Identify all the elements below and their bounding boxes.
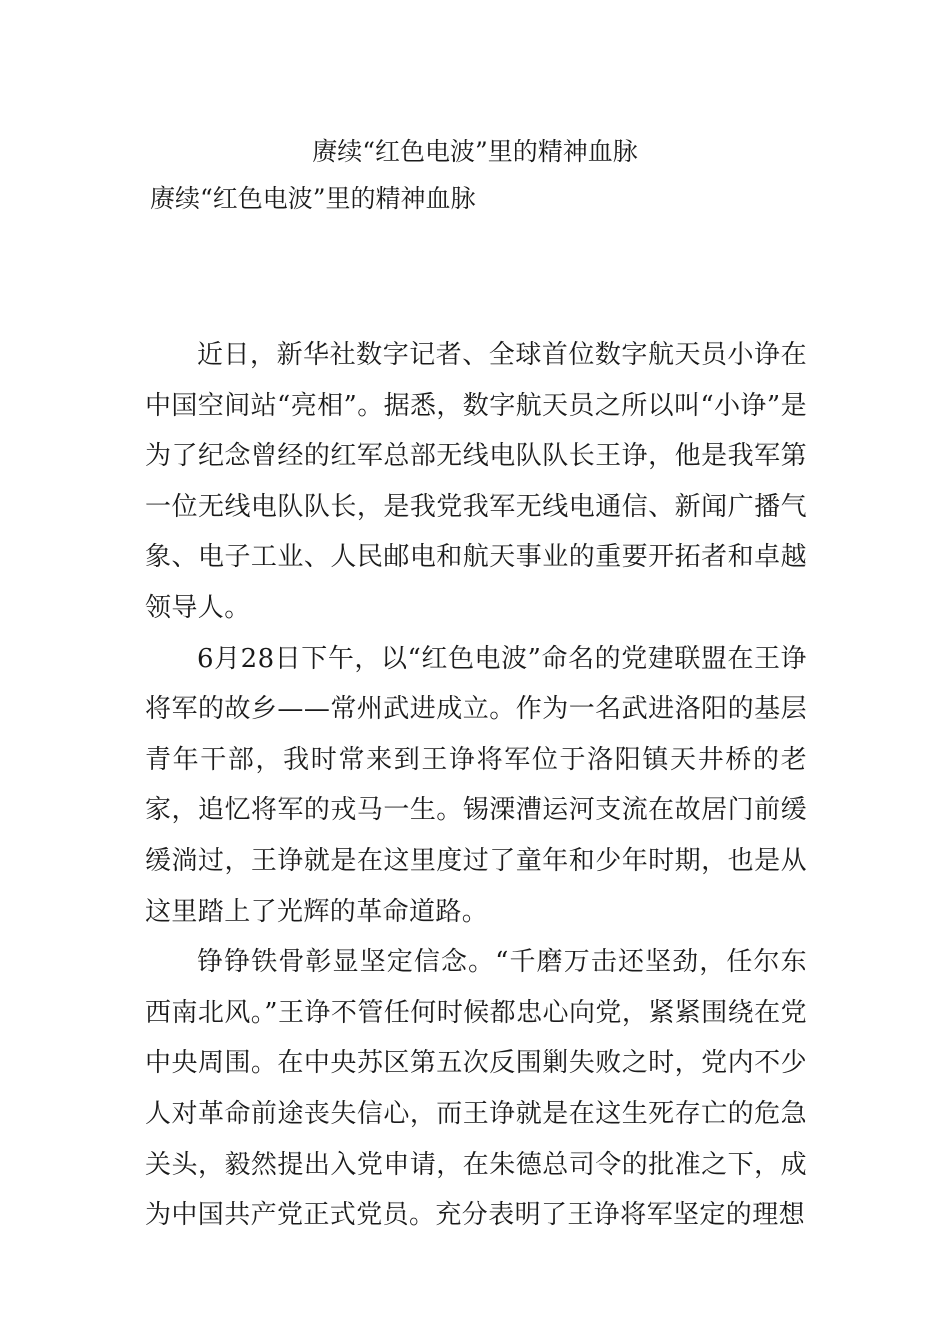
paragraph-3: 铮铮铁骨彰显坚定信念。“千磨万击还坚劲，任尔东西南北风。”王诤不管任何时候都忠心向党，紧紧围绕在党中央周围。在中央苏区第五次反围剿失败之时，党内不少人对革命前途丧失信心，而王诤就是在这生死存亡的危急关头，毅然提出入党申请，在朱德总司令的批准之下，成为中国共产党正式党员。充分表明了王诤将军坚定的理想 [145,947,807,1231]
document-title-left: 赓续“红色电波”里的精神血脉 [150,184,476,213]
document-body [145,330,807,1241]
paragraph-1: 近日，新华社数字记者、全球首位数字航天员小诤在中国空间站“亮相”。据悉，数字航天员之所以叫“小诤”是为了纪念曾经的红军总部无线电队队长王诤，他是我军第一位无线电队队长，是我党我军无线电通信、新闻广播气象、电子工业、人民邮电和航天事业的重要开拓者和卓越领导人。 [145,340,807,623]
paragraph-2: 6月28日下午，以“红色电波”命名的党建联盟在王诤将军的故乡——常州武进成立。作为一名武进洛阳的基层青年干部，我时常来到王诤将军位于洛阳镇天井桥的老家，追忆将军的戎马一生。锡溧漕运河支流在故居门前缓缓淌过，王诤就是在这里度过了童年和少年时期，也是从这里踏上了光辉的革命道路。 [145,643,807,927]
document-title-centered: 赓续“红色电波”里的精神血脉 [312,137,638,166]
